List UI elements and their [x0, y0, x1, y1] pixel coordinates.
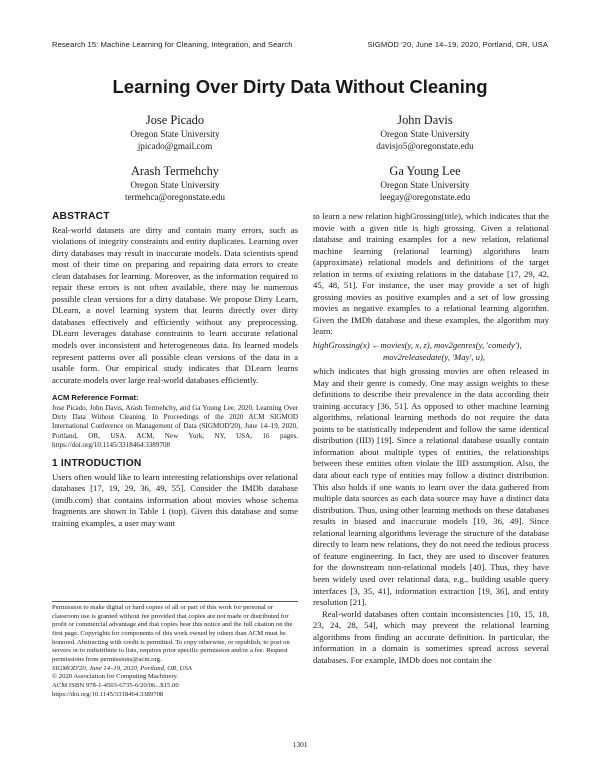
permission-text: Permission to make digital or hard copies of all or part of this work for personal or classroom use is granted without fee provided that copies are not made or distributed for profit or commercial advantage and that copies bear this notice and the full citation on the first page. Copyrights for components of this work owned by others than ACM must be honored. Abstracting with credit is permitted. To copy otherwise, or republish, to post on servers or to redistribute to lists, requires prior specific permission and/or a fee. Request permissions from permissions@acm.org. — [52, 604, 293, 663]
acm-reference-text: Jose Picado, John Davis, Arash Termehchy, and Ga Young Lee. 2020. Learning Over Dirty Data Without Cleaning. In Proceedings of the 2020 ACM SIGMOD International Conference on Management of Data (SIGMOD'20), June 14–19, 2020, Portland, OR, USA. ACM, New York, NY, USA, 16 pages. https://doi.org/10.1145/3318464.3389708 — [52, 403, 298, 449]
author-email: leegay@oregonstate.edu — [379, 192, 471, 202]
abstract-heading: ABSTRACT — [52, 211, 110, 222]
author-email: termehca@oregonstate.edu — [124, 192, 226, 202]
introduction-heading: 1 INTRODUCTION — [52, 458, 142, 470]
author-name: Jose Picado — [145, 113, 205, 127]
right-column — [313, 211, 549, 666]
author-affiliation: Oregon State University — [380, 180, 470, 190]
author-block — [50, 164, 300, 203]
author-name: John Davis — [397, 113, 453, 127]
formula-line: mov2releasedate(y, 'May', u), — [383, 351, 486, 362]
body-paragraph: which indicates that high grossing movies are often released in May and their genre is comedy. One may assign weights to these definitions to describe their prevalence in the data according their training accuracy [36, 51]. As opposed to other machine learning algorithms, relational learning methods do not require the data points to be statistically independent and follow the same identical distribution (IID) [19]. Since a relational database usually contain information about multiple types of entities, the relationships between these entities often violate the IID assumption. Also, the data about each type of entities may follow a distinct distribution. This also holds if one wants to learn over the data gathered from multiple data sources as each data source may have a distinct data distribution. Thus, using other learning methods on these databases results in biased and inaccurate models [19, 36, 49]. Since relational learning algorithms leverage the structure of the database directly to learn new relations, they do not need the tedious process of feature engineering. In fact, they are used to discover features for the downstream non-relational models [40]. Thus, they have been widely used over relational data, e.g., building usable query interfaces [3, 35, 41], information extraction [19, 36], and entity resolution [21]. — [313, 366, 549, 608]
author-affiliation: Oregon State University — [130, 180, 220, 190]
acm-reference-heading: ACM Reference Format: — [52, 393, 139, 403]
page-number: 1301 — [292, 740, 308, 749]
body-paragraph: to learn a new relation highGrossing(title), which indicates that the movie with a given title is high grossing. Given a relational database and training examples for a new relation, relational machine learning (relational learning) algorithms learn (approximate) relational models and definitions of the target relation in terms of existing relations in the database [17, 29, 42, 45, 48, 51]. For instance, the user may provide a set of high grossing movies as positive examples and a set of low grossing movies as negative examples to a relational learning algorithm. Given the IMDb database and these examples, the algorithm may learn: — [313, 211, 549, 337]
author-affiliation: Oregon State University — [380, 129, 470, 139]
paper-title: Learning Over Dirty Data Without Cleaning — [112, 76, 488, 97]
author-email: davisjo5@oregonstate.edu — [376, 141, 474, 151]
author-block — [300, 164, 550, 203]
author-name: Arash Termehchy — [130, 164, 220, 178]
running-header-left: Research 15: Machine Learning for Cleaning, Integration, and Search — [52, 40, 293, 49]
doi-line: https://doi.org/10.1145/3318464.3389708 — [52, 690, 164, 698]
author-email: jpicado@gmail.com — [137, 141, 213, 151]
running-header-right: SIGMOD '20, June 14–19, 2020, Portland, OR, USA — [367, 40, 548, 49]
body-paragraph: Real-world databases often contain inconsistencies [10, 15, 18, 23, 24, 28, 54], which may prevent the relational learning algorithms from finding an accurate definition. In particular, the information in a domain is sometimes spread across several databases. For example, IMDb does not contain the — [313, 608, 549, 665]
permission-notice — [52, 601, 298, 699]
author-name: Ga Young Lee — [389, 164, 461, 178]
formula-line: highGrossing(x) ←movies(y, x, z), mov2genres(y, 'comedy'), — [313, 340, 522, 351]
author-affiliation: Oregon State University — [130, 129, 220, 139]
copyright-line: © 2020 Association for Computing Machinery. — [52, 673, 179, 681]
abstract-text: Real-world datasets are dirty and contain many errors, such as violations of integrity constraints and entity duplicates. Learning over dirty databases may result in inaccurate models. Data scientists spend most of their time on preparing and repairing data errors to create clean databases for learning. Moreover, as the information required to repair these errors is not often available, there may be numerous possible clean versions for a dirty database. We propose Dirty Learn, DLearn, a novel learning system that learns directly over dirty databases effectively and efficiently without any preprocessing. DLearn leverages database constraints to learn accurate relational models over inconsistent and heterogeneous data. Its learned models represent patterns over all possible clean versions of the data in a usable form. Our empirical study indicates that DLearn learns accurate models over large real-world databases efficiently. — [52, 224, 298, 385]
learned-rule-formula — [313, 340, 549, 363]
isbn-line: ACM ISBN 978-1-4503-6735-6/20/06...$15.00 — [52, 681, 179, 689]
author-block — [50, 113, 300, 152]
left-column — [52, 211, 298, 530]
introduction-text: Users often would like to learn interesting relationships over relational databases [17, 19, 29, 36, 49, 55]. Consider the IMDb database (imdb.com) that contains information about movies whose schema fragments are shown in Table 1 (top). Given this database and some training examples, a user may want — [52, 471, 298, 528]
author-block — [300, 113, 550, 152]
venue-line: SIGMOD'20, June 14–19, 2020, Portland, OR, USA — [52, 664, 192, 672]
